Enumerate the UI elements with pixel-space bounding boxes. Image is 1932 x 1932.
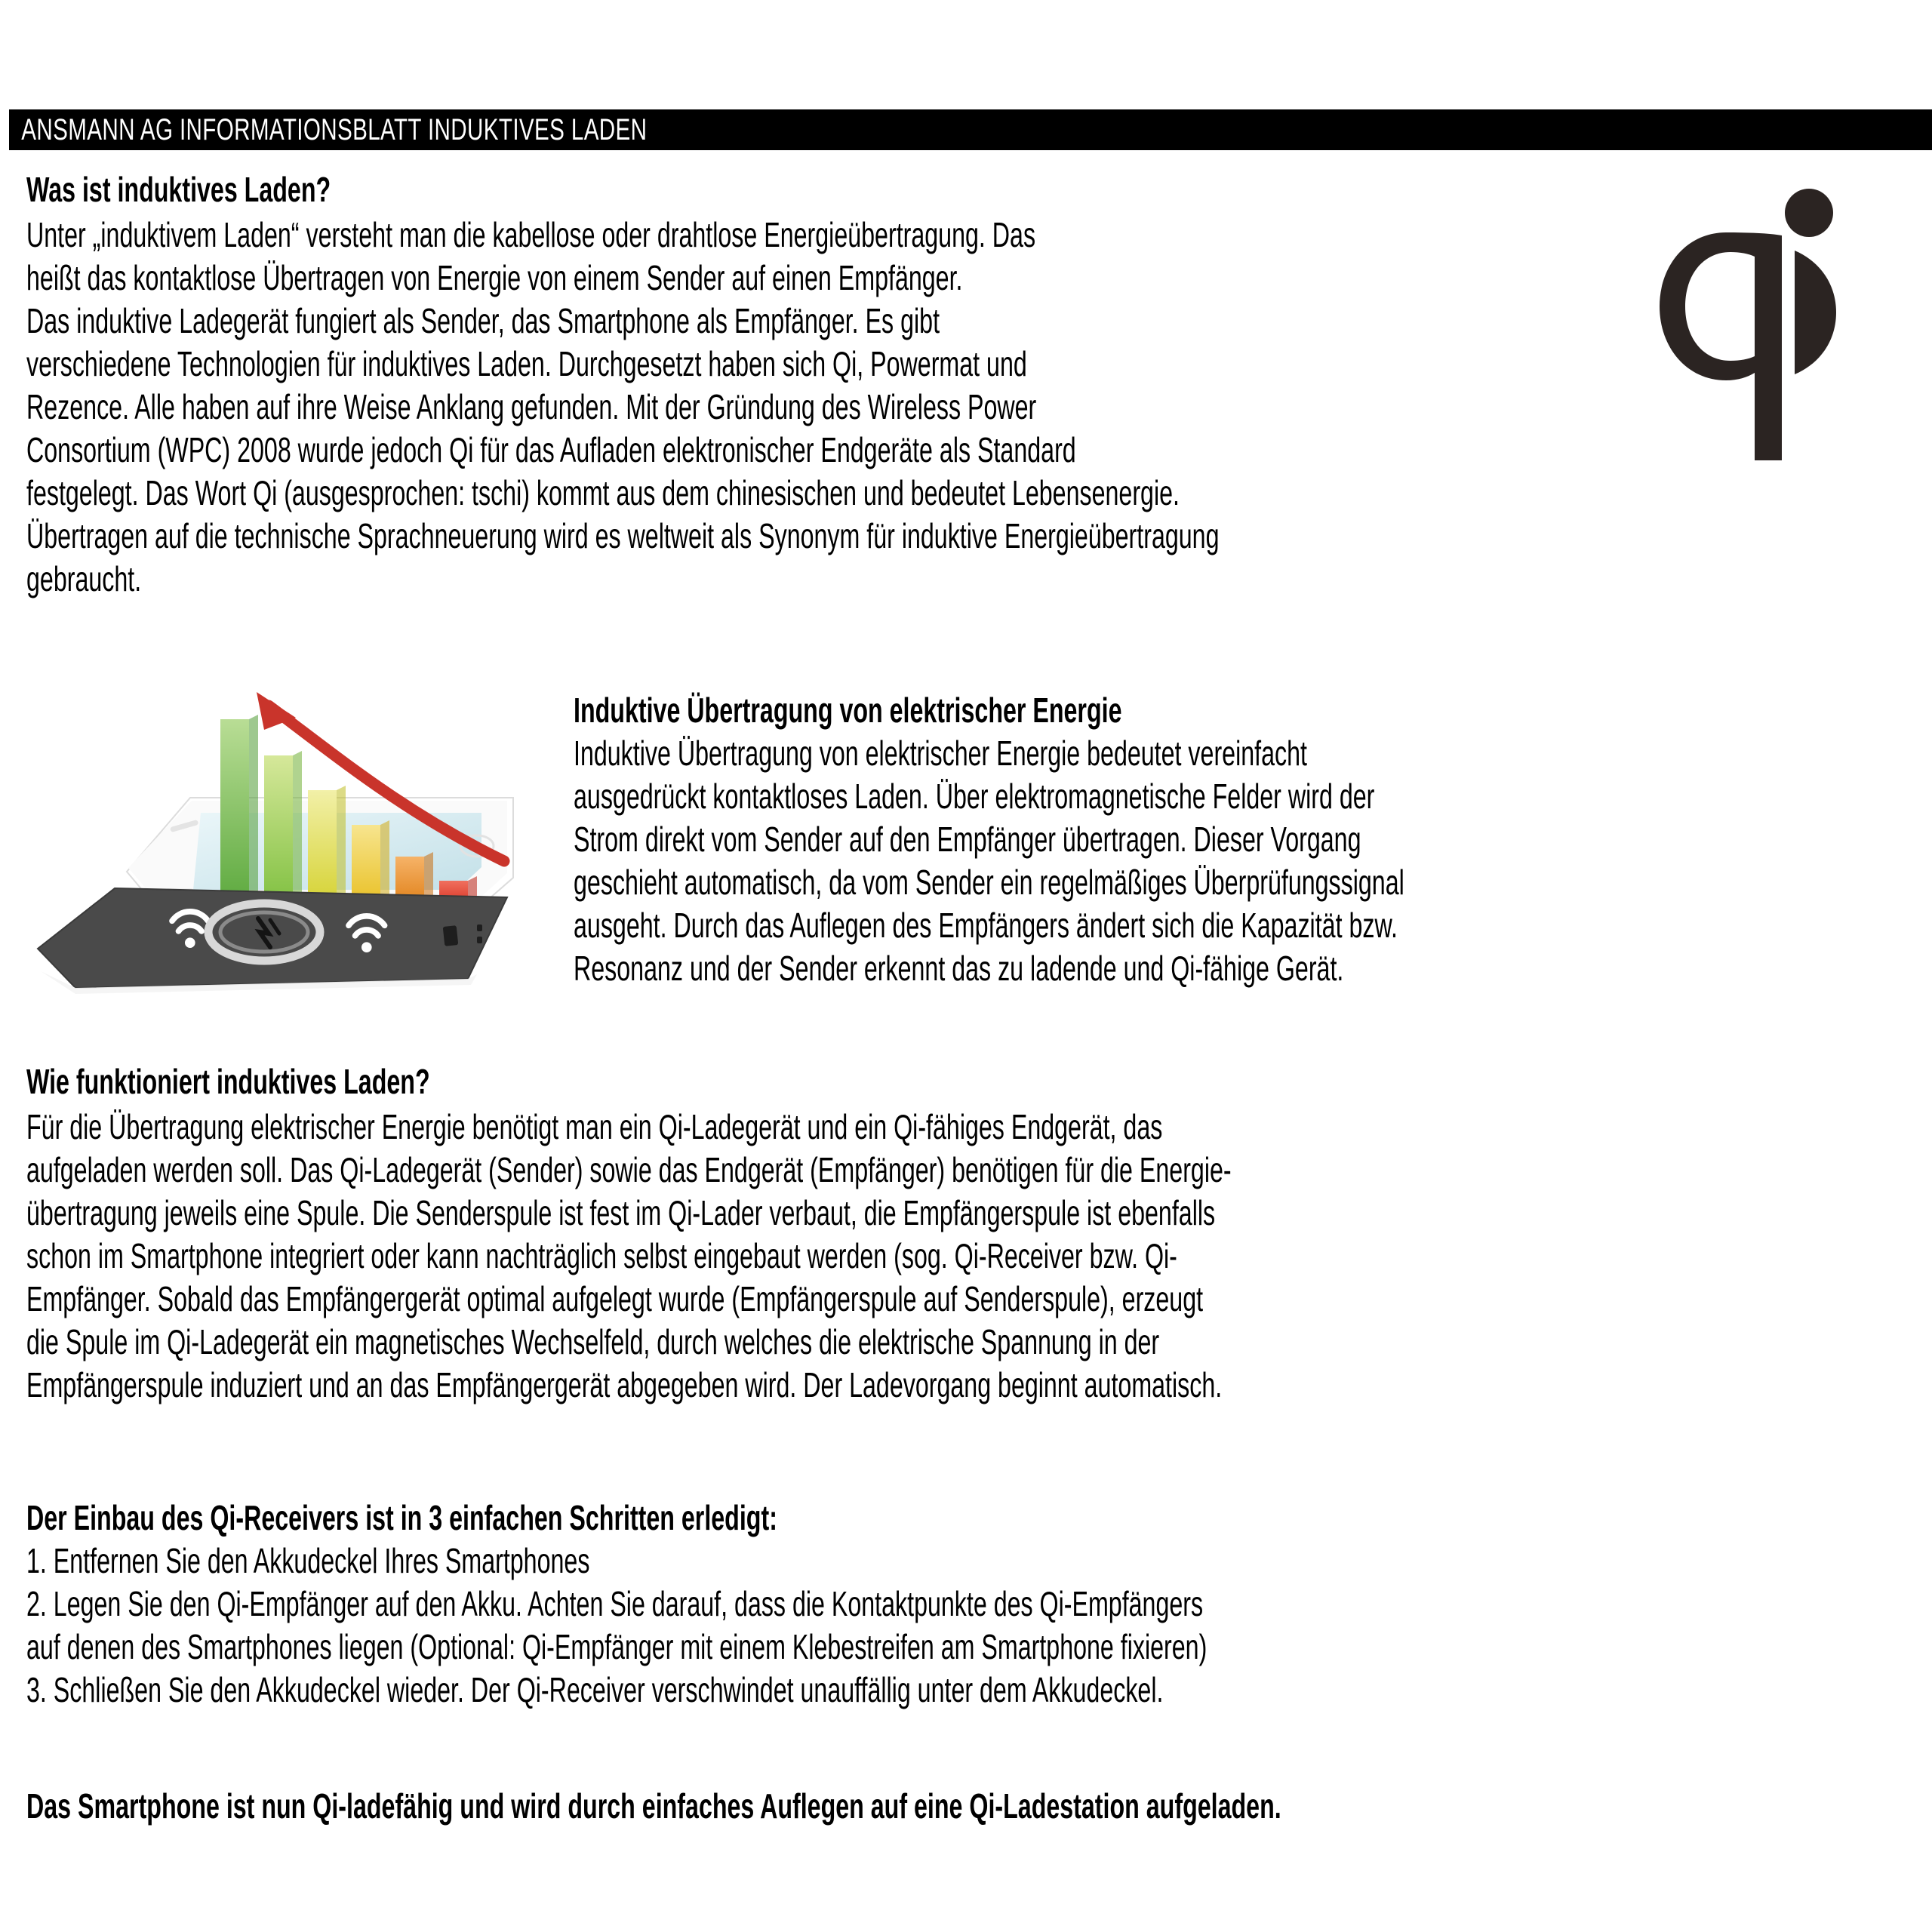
- paragraph-line: aufgeladen werden soll. Das Qi-Ladegerät (Sender) sowie das Endgerät (Empfänger) benötigen für die Energie-: [26, 1150, 1232, 1189]
- section-heading: Was ist induktives Laden?: [26, 170, 331, 209]
- section-closing-statement: [26, 1786, 1928, 1832]
- section-how-it-works: [26, 1064, 1928, 1411]
- paragraph-line: Consortium (WPC) 2008 wurde jedoch Qi für das Aufladen elektronischer Endgeräte als Standard: [26, 430, 1076, 469]
- paragraph-line: geschieht automatisch, da vom Sender ein regelmäßiges Überprüfungssignal: [574, 863, 1404, 902]
- paragraph-line: Induktive Übertragung von elektrischer Energie bedeutet vereinfacht: [574, 734, 1307, 773]
- step-item: 3. Schließen Sie den Akkudeckel wieder. Der Qi-Receiver verschwindet unauffällig unter dem Akkudeckel.: [26, 1670, 1164, 1709]
- section-heading: Wie funktioniert induktives Laden?: [26, 1062, 430, 1101]
- paragraph-line: Empfänger. Sobald das Empfängergerät optimal aufgelegt wurde (Empfängerspule auf Senderspule), erzeugt: [26, 1279, 1204, 1318]
- document-title: ANSMANN AG INFORMATIONSBLATT INDUKTIVES LADEN: [21, 113, 648, 146]
- section-what-is-inductive-charging: [26, 172, 1913, 605]
- paragraph-line: verschiedene Technologien für induktives Laden. Durchgesetzt haben sich Qi, Powermat und: [26, 344, 1027, 383]
- chart-bar: [308, 786, 346, 909]
- chart-bar: [264, 751, 302, 909]
- paragraph-line: Resonanz und der Sender erkennt das zu ladende und Qi-fähige Gerät.: [574, 949, 1344, 988]
- section-heading: Induktive Übertragung von elektrischer Energie: [574, 691, 1122, 730]
- section-inductive-transfer: [574, 693, 1932, 994]
- paragraph-line: Strom direkt vom Sender auf den Empfänger übertragen. Dieser Vorgang: [574, 820, 1361, 859]
- step-item: 2. Legen Sie den Qi-Empfänger auf den Akku. Achten Sie darauf, dass die Kontaktpunkte des Qi-Empfängers: [26, 1584, 1204, 1623]
- paragraph-line: Empfängerspule induziert und an das Empfängergerät abgegeben wird. Der Ladevorgang beginnt automatisch.: [26, 1365, 1223, 1404]
- chart-bar: [220, 715, 258, 909]
- paragraph-line: Unter „induktivem Laden“ versteht man die kabellose oder drahtlose Energieübertragung. Das: [26, 215, 1036, 254]
- paragraph-line: ausgedrückt kontaktloses Laden. Über elektromagnetische Felder wird der: [574, 777, 1375, 816]
- section-installation-steps: [26, 1500, 1928, 1715]
- paragraph-line: Für die Übertragung elektrischer Energie benötigt man ein Qi-Ladegerät und ein Qi-fähiges Endgerät, das: [26, 1107, 1163, 1146]
- paragraph-line: Übertragen auf die technische Sprachneuerung wird es weltweit als Synonym für induktive Energieübertragung: [26, 516, 1220, 555]
- paragraph-line: übertragung jeweils eine Spule. Die Senderspule ist fest im Qi-Lader verbaut, die Empfängerspule ist ebenfalls: [26, 1193, 1216, 1232]
- steps-heading: Der Einbau des Qi-Receivers ist in 3 einfachen Schritten erledigt:: [26, 1498, 777, 1537]
- closing-line: Das Smartphone ist nun Qi-ladefähig und wird durch einfaches Auflegen auf eine Qi-Ladestation aufgeladen.: [26, 1786, 1281, 1826]
- paragraph-line: die Spule im Qi-Ladegerät ein magnetisches Wechselfeld, durch welches die elektrische Spannung in der: [26, 1322, 1160, 1361]
- step-item: 1. Entfernen Sie den Akkudeckel Ihres Smartphones: [26, 1541, 590, 1580]
- paragraph-line: Das induktive Ladegerät fungiert als Sender, das Smartphone als Empfänger. Es gibt: [26, 301, 940, 340]
- paragraph-line: Rezence. Alle haben auf ihre Weise Anklang gefunden. Mit der Gründung des Wireless Power: [26, 387, 1037, 426]
- wireless-charging-illustration: [15, 683, 558, 1023]
- paragraph-line: heißt das kontaktlose Übertragen von Energie von einem Sender auf einen Empfänger.: [26, 258, 963, 297]
- charging-pad: [38, 888, 507, 994]
- paragraph-line: festgelegt. Das Wort Qi (ausgesprochen: tschi) kommt aus dem chinesischen und bedeutet Lebensenergie.: [26, 473, 1180, 512]
- step-item-continuation: auf denen des Smartphones liegen (Optional: Qi-Empfänger mit einem Klebestreifen am Smartphone fixieren): [26, 1627, 1208, 1666]
- paragraph-line: gebraucht.: [26, 559, 142, 598]
- paragraph-line: ausgeht. Durch das Auflegen des Empfängers ändert sich die Kapazität bzw.: [574, 906, 1398, 945]
- paragraph-line: schon im Smartphone integriert oder kann nachträglich selbst eingebaut werden (sog. Qi-Receiver bzw. Qi-: [26, 1236, 1177, 1275]
- document-header-bar: [9, 109, 1932, 150]
